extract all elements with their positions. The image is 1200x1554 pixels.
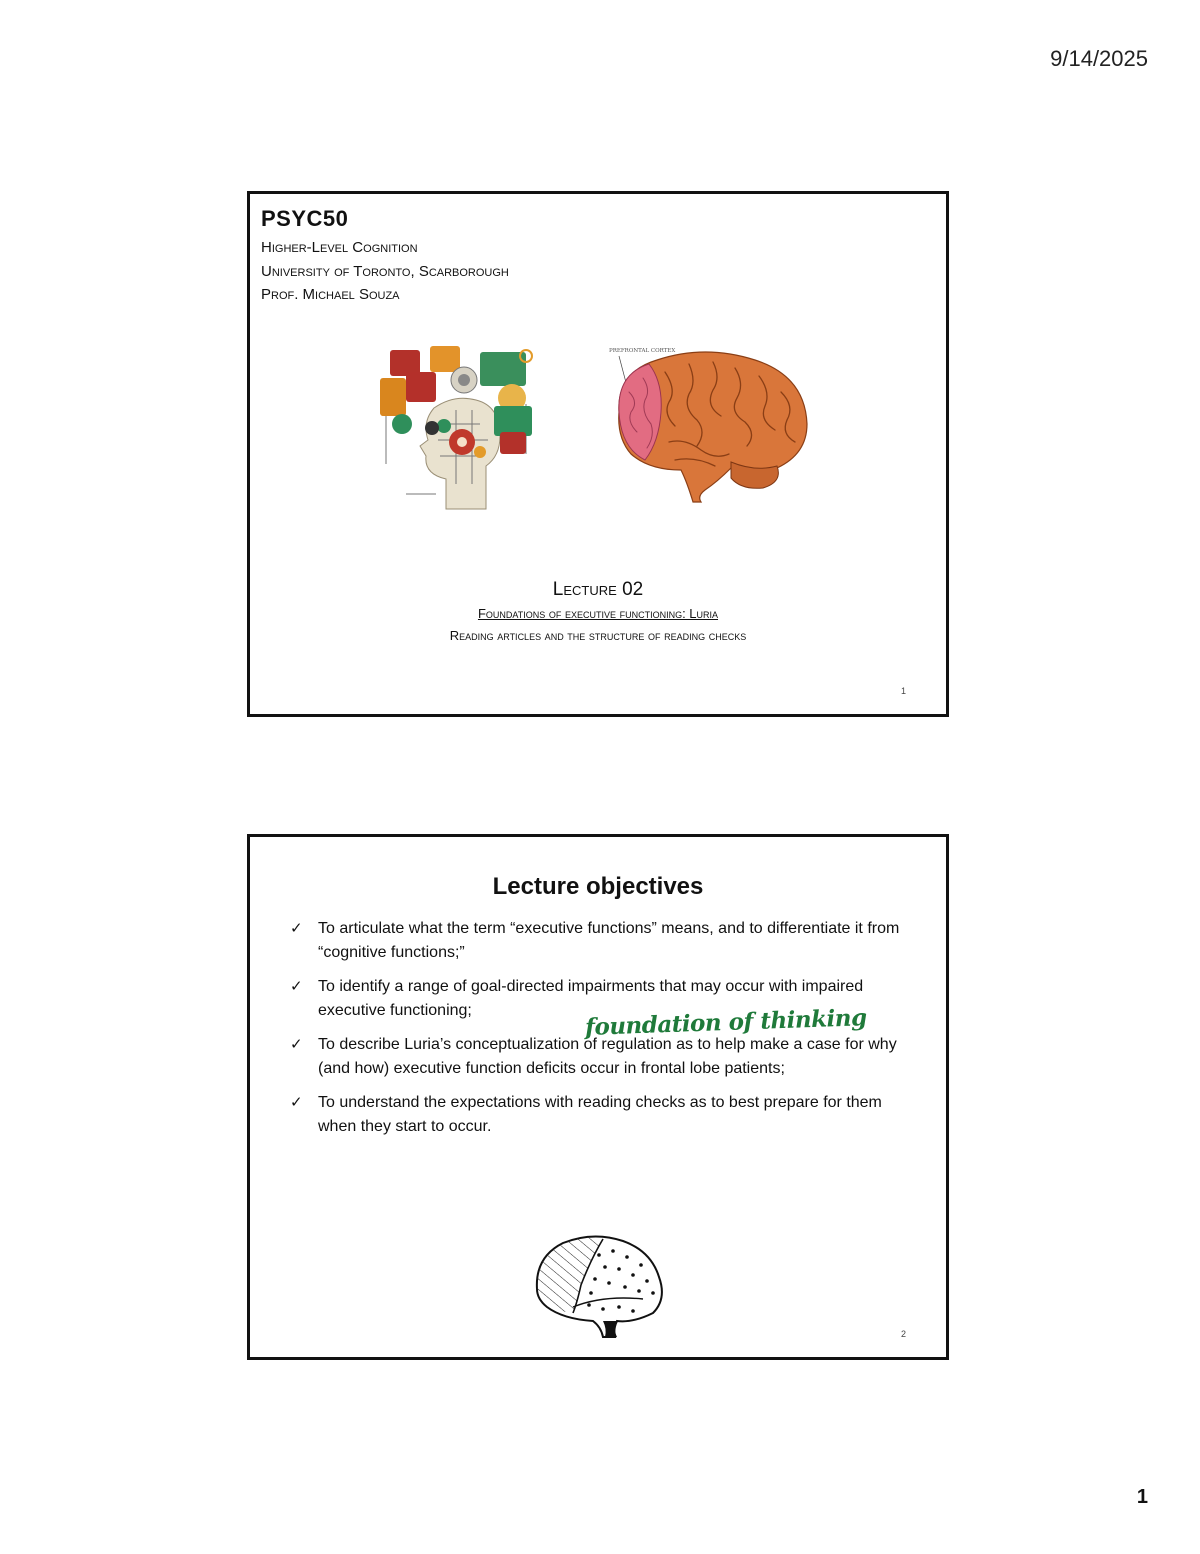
brain-sketch-image <box>533 1233 669 1345</box>
university-name: University of Toronto, Scarborough <box>261 263 509 280</box>
slide-1 <box>247 191 949 717</box>
list-item <box>290 1091 910 1138</box>
objective-text: To articulate what the term “executive functions” means, and to differentiate it from “cognitive functions;” <box>318 920 900 961</box>
objective-text: To describe Luria’s conceptualization of regulation as to help make a case for why (and how) executive function deficits occur in frontal lobe patients; <box>318 1036 897 1077</box>
lecture-title: Lecture 02 <box>552 579 644 600</box>
objective-text: To understand the expectations with reading checks as to best prepare for them when they start to occur. <box>318 1094 882 1135</box>
handwritten-annotation: foundation of thinking <box>584 1004 868 1041</box>
lecture-subtopic: Reading articles and the structure of reading checks <box>449 628 747 643</box>
course-name: Higher-Level Cognition <box>261 239 418 256</box>
checkmark-icon: ✓ <box>290 1094 303 1111</box>
slide-number: 2 <box>900 1329 906 1339</box>
slide-number: 1 <box>900 686 906 696</box>
objectives-title: Lecture objectives <box>492 873 704 900</box>
checkmark-icon: ✓ <box>290 1036 303 1053</box>
course-code: PSYC50 <box>261 206 349 231</box>
list-item <box>290 917 910 964</box>
checkmark-icon: ✓ <box>290 920 303 937</box>
lecture-topic: Foundations of executive functioning: Luria <box>477 606 719 621</box>
brain-prefrontal-image <box>605 342 820 512</box>
objective-text: To identify a range of goal-directed impairments that may occur with impaired executive functioning; <box>318 978 864 1019</box>
page-date: 9/14/2025 <box>1050 46 1148 71</box>
cognition-infographic-image <box>376 344 546 514</box>
checkmark-icon: ✓ <box>290 978 303 995</box>
prefrontal-cortex-label: PREFRONTAL CORTEX <box>609 348 676 354</box>
slide-2 <box>247 834 949 1360</box>
professor-name: Prof. Michael Souza <box>261 286 400 303</box>
page-number: 1 <box>1136 1486 1148 1508</box>
